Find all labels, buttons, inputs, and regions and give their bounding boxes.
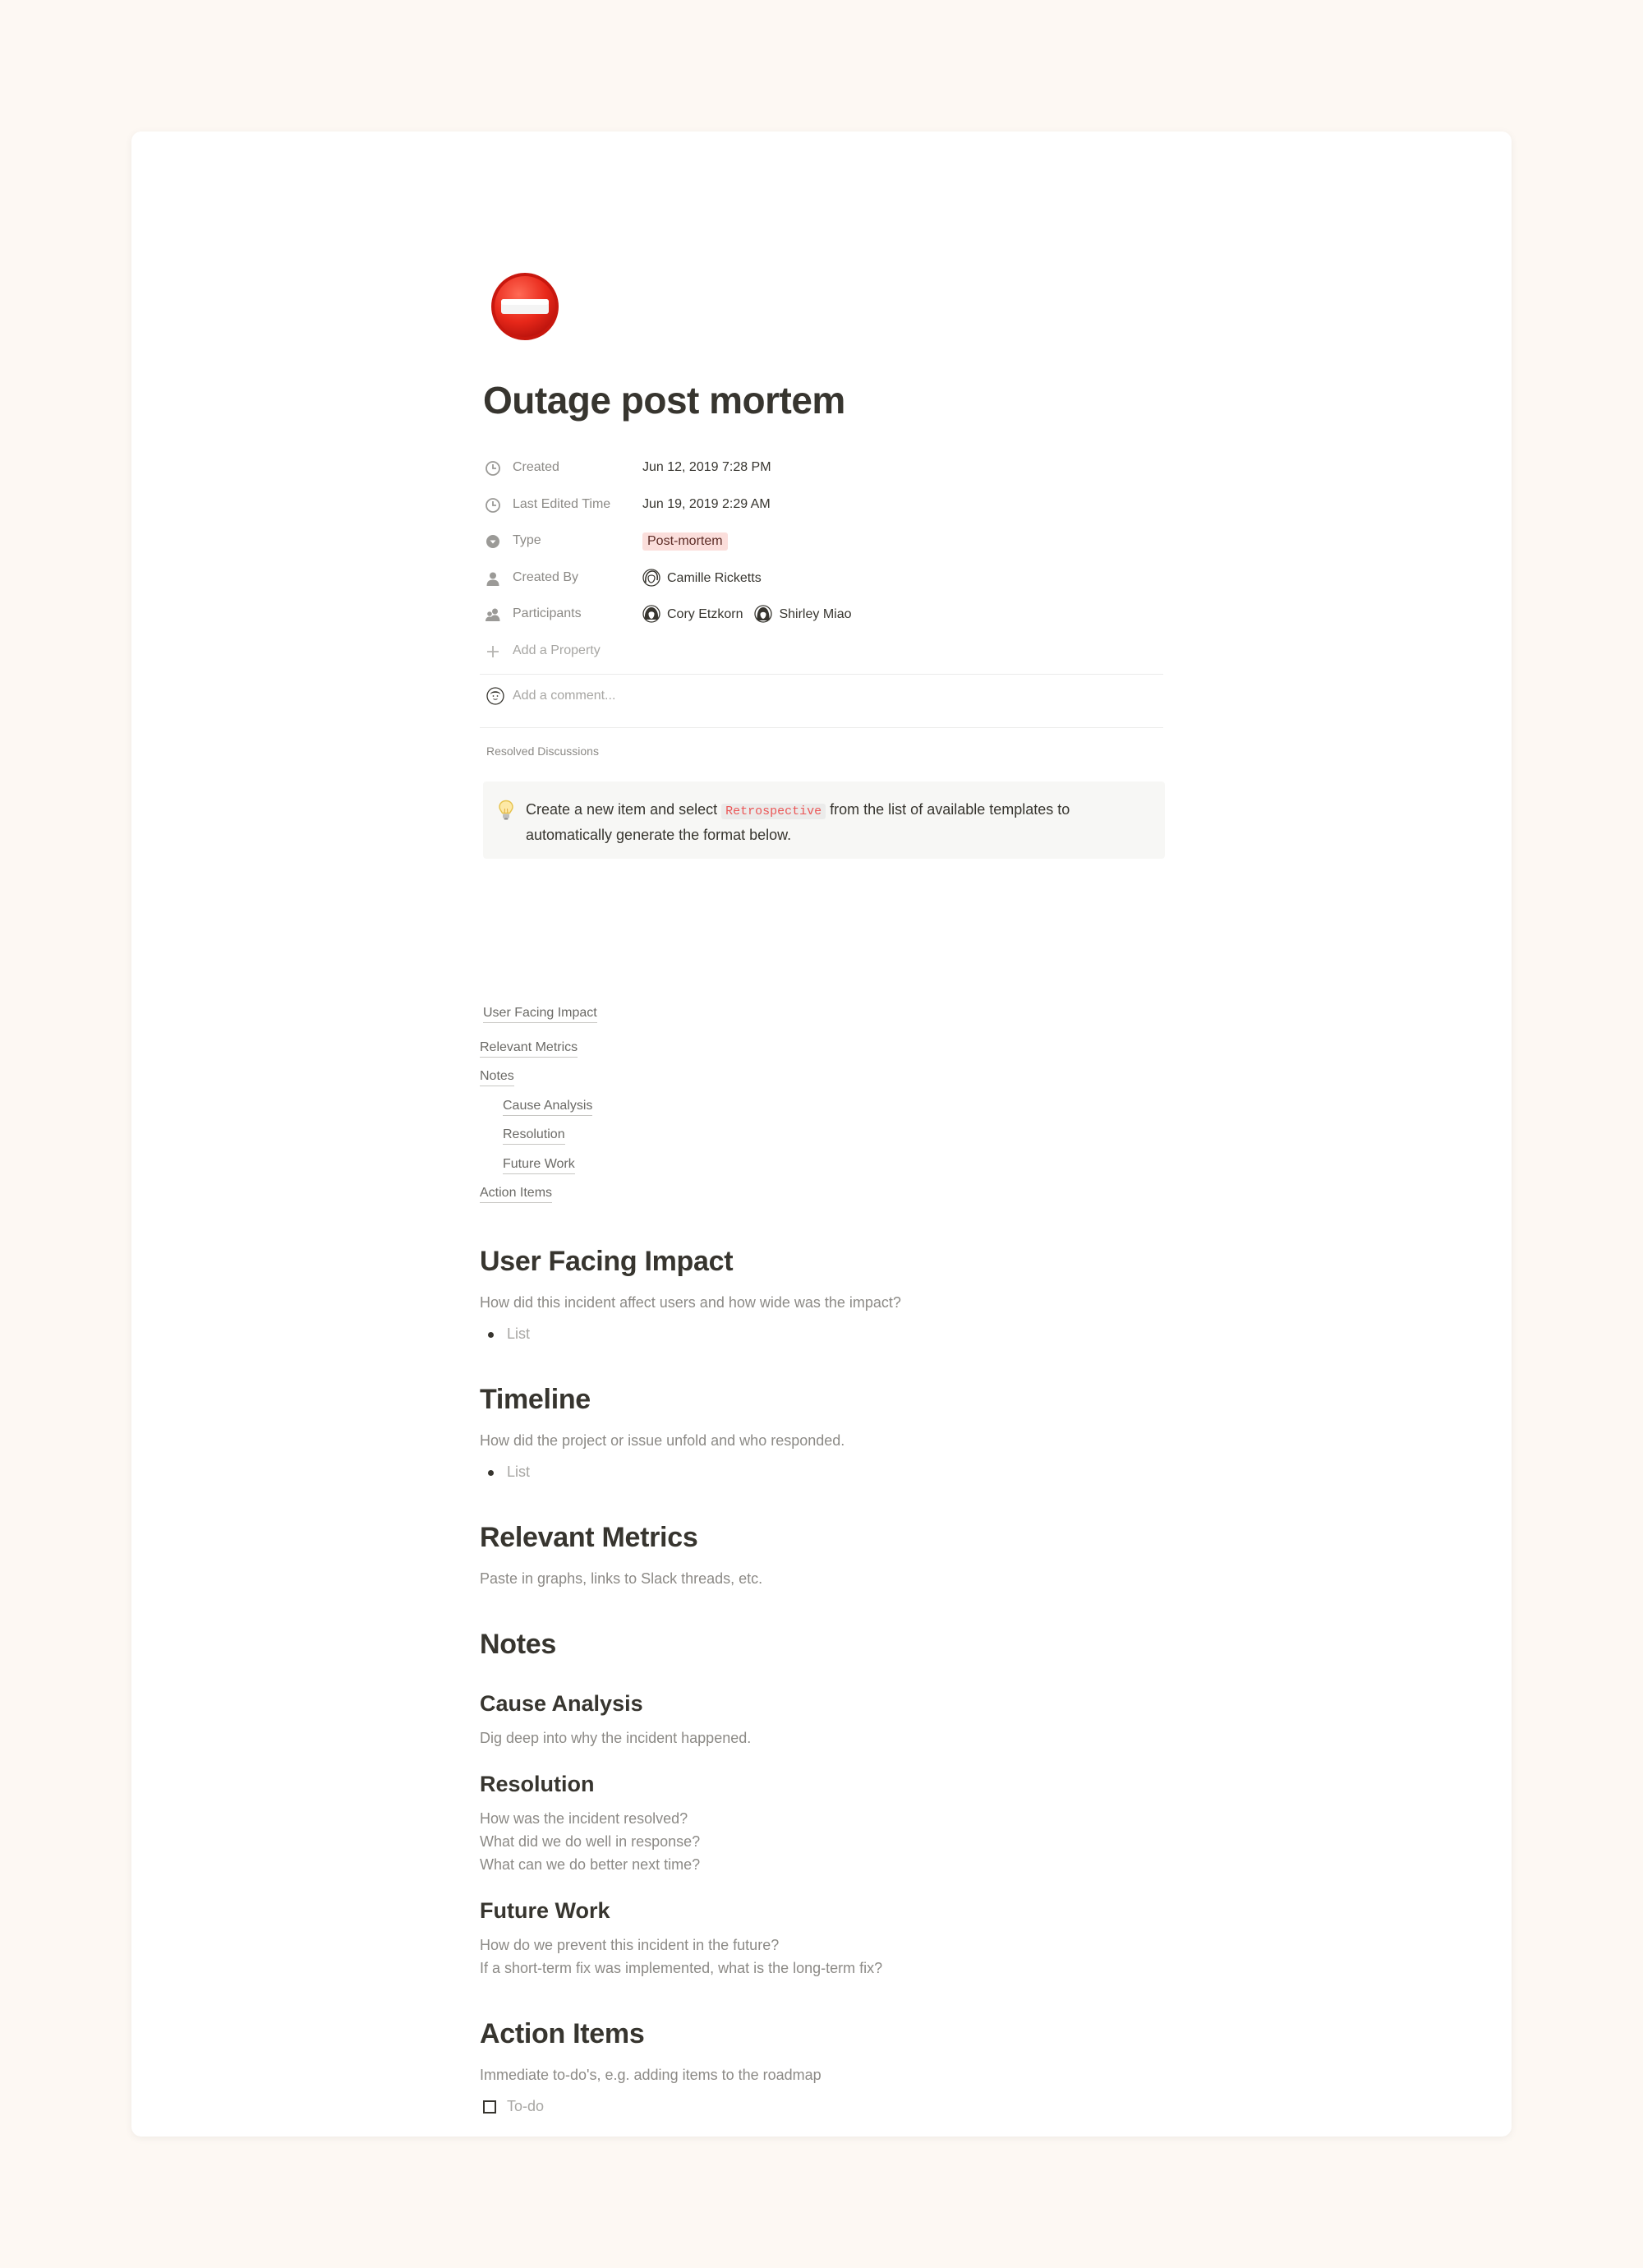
section-description[interactable]: What can we do better next time? [480, 1856, 701, 1873]
properties-list [483, 454, 1165, 673]
property-label: Type [513, 533, 541, 547]
avatar [642, 569, 660, 587]
add-property-label: Add a Property [513, 643, 601, 657]
comment-input[interactable] [483, 685, 976, 710]
property-label: Participants [513, 606, 582, 620]
bullet-dot [488, 1332, 494, 1338]
callout-text-after: from the list of available templates to automatically generate the format below. [526, 801, 1070, 843]
property-type[interactable] [483, 527, 1165, 564]
section-description[interactable]: If a short-term fix was implemented, what is the long-term fix? [480, 1960, 883, 1976]
property-label: Created By [513, 569, 579, 584]
toc-item-relevant-metrics[interactable]: Relevant Metrics [480, 1040, 578, 1058]
divider [480, 674, 1163, 675]
callout-text-before: Create a new item and select [526, 801, 722, 818]
page-title[interactable]: Outage post mortem [483, 379, 845, 422]
avatar [754, 605, 772, 623]
type-tag[interactable]: Post-mortem [642, 532, 728, 551]
inline-code: Retrospective [721, 804, 826, 819]
heading-action-items[interactable]: Action Items [480, 2018, 645, 2049]
todo-checkbox[interactable] [483, 2100, 496, 2114]
property-label: Last Edited Time [513, 496, 611, 511]
list-placeholder[interactable]: List [507, 1325, 531, 1342]
list-placeholder[interactable]: List [507, 1464, 531, 1480]
section-description[interactable]: How did this incident affect users and how wide was the impact? [480, 1294, 901, 1311]
toc-item-future-work[interactable]: Future Work [503, 1157, 575, 1174]
no-entry-icon[interactable] [490, 271, 560, 342]
add-property-button[interactable] [483, 637, 1165, 674]
property-created[interactable] [483, 454, 1165, 491]
toc-item-action-items[interactable]: Action Items [480, 1186, 552, 1203]
toc-item-resolution[interactable]: Resolution [503, 1127, 565, 1145]
heading-future-work[interactable]: Future Work [480, 1898, 610, 1923]
section-description[interactable]: Immediate to-do's, e.g. adding items to the roadmap [480, 2067, 822, 2083]
page-card [131, 131, 1512, 2137]
select-icon [485, 533, 501, 550]
person-icon [485, 570, 501, 587]
property-last-edited[interactable] [483, 491, 1165, 528]
toc-item-user-facing-impact[interactable]: User Facing Impact [483, 1006, 597, 1023]
heading-notes[interactable]: Notes [480, 1629, 556, 1660]
person-chip[interactable] [754, 606, 851, 623]
todo-placeholder[interactable]: To-do [507, 2098, 545, 2114]
heading-user-facing-impact[interactable]: User Facing Impact [480, 1246, 734, 1277]
heading-timeline[interactable]: Timeline [480, 1384, 591, 1415]
heading-relevant-metrics[interactable]: Relevant Metrics [480, 1522, 698, 1553]
toc-item-notes[interactable]: Notes [480, 1069, 514, 1086]
section-description[interactable]: Dig deep into why the incident happened. [480, 1730, 752, 1746]
property-created-by[interactable] [483, 564, 1165, 601]
section-description[interactable]: Paste in graphs, links to Slack threads, etc. [480, 1570, 763, 1587]
property-participants[interactable] [483, 600, 1165, 637]
callout[interactable] [483, 781, 1165, 859]
section-description[interactable]: How did the project or issue unfold and who responded. [480, 1432, 845, 1449]
heading-resolution[interactable]: Resolution [480, 1772, 595, 1796]
property-value: Jun 19, 2019 2:29 AM [642, 496, 771, 511]
section-description[interactable]: What did we do well in response? [480, 1833, 701, 1850]
property-value [642, 533, 728, 551]
bullet-dot [488, 1470, 494, 1476]
clock-icon [485, 460, 501, 477]
section-description[interactable]: How was the incident resolved? [480, 1810, 688, 1827]
heading-cause-analysis[interactable]: Cause Analysis [480, 1691, 643, 1716]
toc-item-cause-analysis[interactable]: Cause Analysis [503, 1099, 592, 1116]
person-name: Camille Ricketts [667, 570, 762, 585]
avatar [642, 605, 660, 623]
divider [480, 727, 1163, 728]
person-chip[interactable] [642, 606, 743, 623]
callout-text [526, 798, 1150, 846]
person-name: Cory Etzkorn [667, 607, 743, 621]
people-icon [485, 606, 501, 623]
property-value [642, 606, 863, 623]
person-chip[interactable] [642, 570, 762, 587]
property-value [642, 570, 773, 587]
resolved-discussions-link[interactable]: Resolved Discussions [486, 744, 599, 758]
comment-placeholder: Add a comment... [513, 689, 616, 703]
section-description[interactable]: How do we prevent this incident in the future? [480, 1937, 780, 1953]
property-value: Jun 12, 2019 7:28 PM [642, 460, 771, 474]
lightbulb-icon [498, 800, 514, 821]
clock-icon [485, 497, 501, 514]
person-name: Shirley Miao [779, 607, 852, 621]
avatar [486, 687, 504, 705]
plus-icon [485, 643, 501, 660]
property-label: Created [513, 460, 559, 474]
